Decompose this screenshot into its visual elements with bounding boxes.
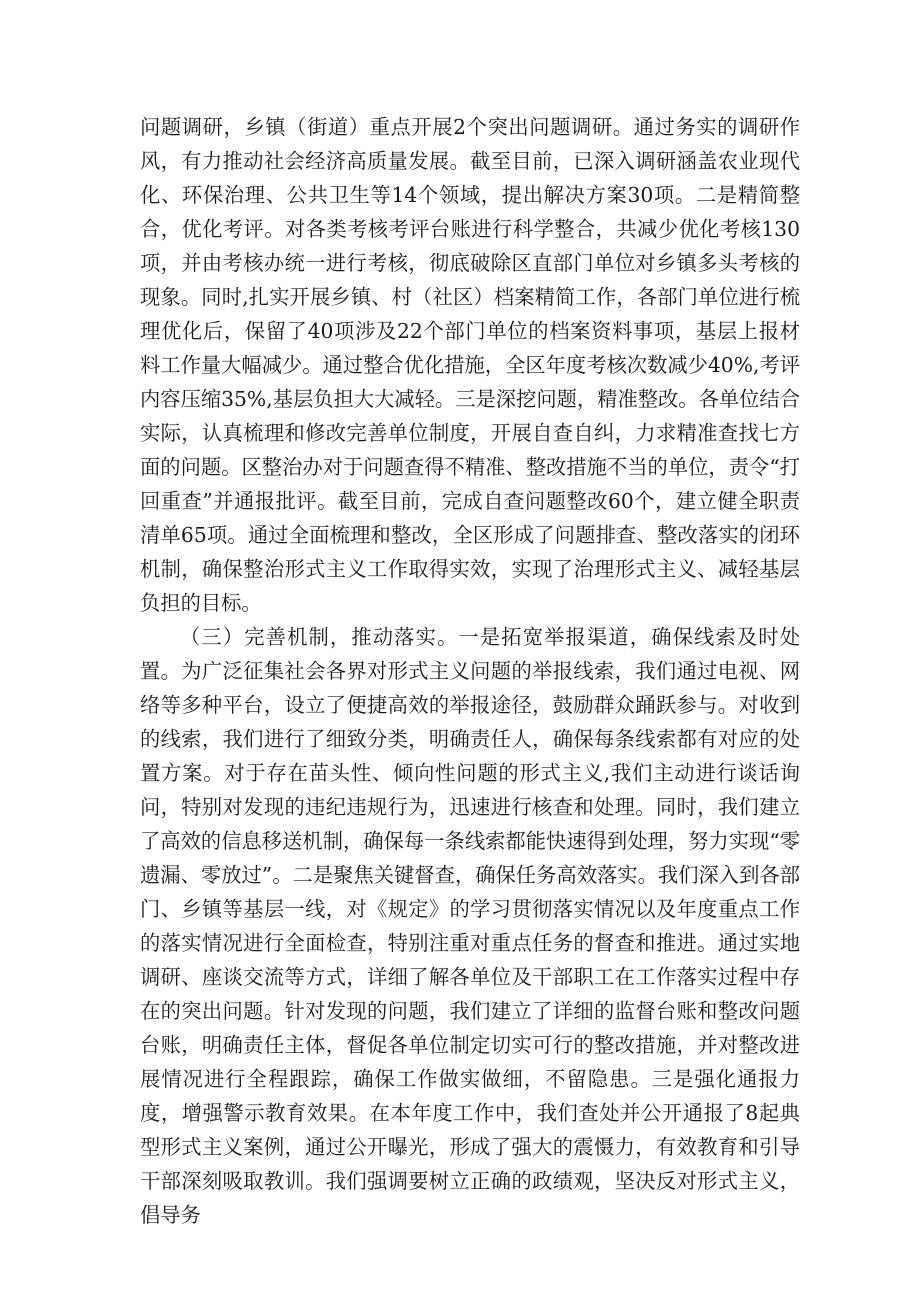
paragraph-section-three: （三）完善机制，推动落实。一是拓宽举报渠道，确保线索及时处置。为广泛征集社会各界对形式主义问题的举报线索，我们通过电视、网络等多种平台，设立了便捷高效的举报途径，鼓励群众踊跃参与。对收到的线索，我们进行了细致分类，明确责任人，确保每条线索都有对应的处置方案。对于存在苗头性、倾向性问题的形式主义,我们主动进行谈话询问，特别对发现的违纪违规行为，迅速进行核查和处理。同时，我们建立了高效的信息移送机制，确保每一条线索都能快速得到处理，努力实现“零遗漏、零放过”。二是聚焦关键督查，确保任务高效落实。我们深入到各部门、乡镇等基层一线，对《规定》的学习贯彻落实情况以及年度重点工作的落实情况进行全面检查，特别注重对重点任务的督查和推进。通过实地调研、座谈交流等方式，详细了解各单位及干部职工在工作落实过程中存在的突出问题。针对发现的问题，我们建立了详细的监督台账和整改问题台账，明确责任主体，督促各单位制定切实可行的整改措施，并对整改进展情况进行全程跟踪，确保工作做实做细，不留隐患。三是强化通报力度，增强警示教育效果。在本年度工作中，我们查处并公开通报了8起典型形式主义案例，通过公开曝光，形成了强大的震慑力，有效教育和引导干部深刻吸取教训。我们强调要树立正确的政绩观，坚决反对形式主义，倡导务 (140, 625, 800, 1227)
paragraph-continuation: 问题调研，乡镇（街道）重点开展2个突出问题调研。通过务实的调研作风，有力推动社会经济高质量发展。截至目前，已深入调研涵盖农业现代化、环保治理、公共卫生等14个领域，提出解决方案30项。二是精简整合，优化考评。对各类考核考评台账进行科学整合，共减少优化考核130项，并由考核办统一进行考核，彻底破除区直部门单位对乡镇多头考核的现象。同时,扎实开展乡镇、村（社区）档案精简工作，各部门单位进行梳理优化后，保留了40项涉及22个部门单位的档案资料事项，基层上报材料工作量大幅减少。通过整合优化措施，全区年度考核次数减少40%,考评内容压缩35%,基层负担大大减轻。三是深挖问题，精准整改。各单位结合实际，认真梳理和修改完善单位制度，开展自查自纠，力求精准查找七方面的问题。区整治办对于问题查得不精准、整改措施不当的单位，责令“打回重查”并通报批评。截至目前，完成自查问题整改60个，建立健全职责清单65项。通过全面梳理和整改，全区形成了问题排查、整改落实的闭环机制，确保整治形式主义工作取得实效，实现了治理形式主义、减轻基层负担的目标。 (140, 115, 800, 615)
document-body (140, 110, 800, 1232)
